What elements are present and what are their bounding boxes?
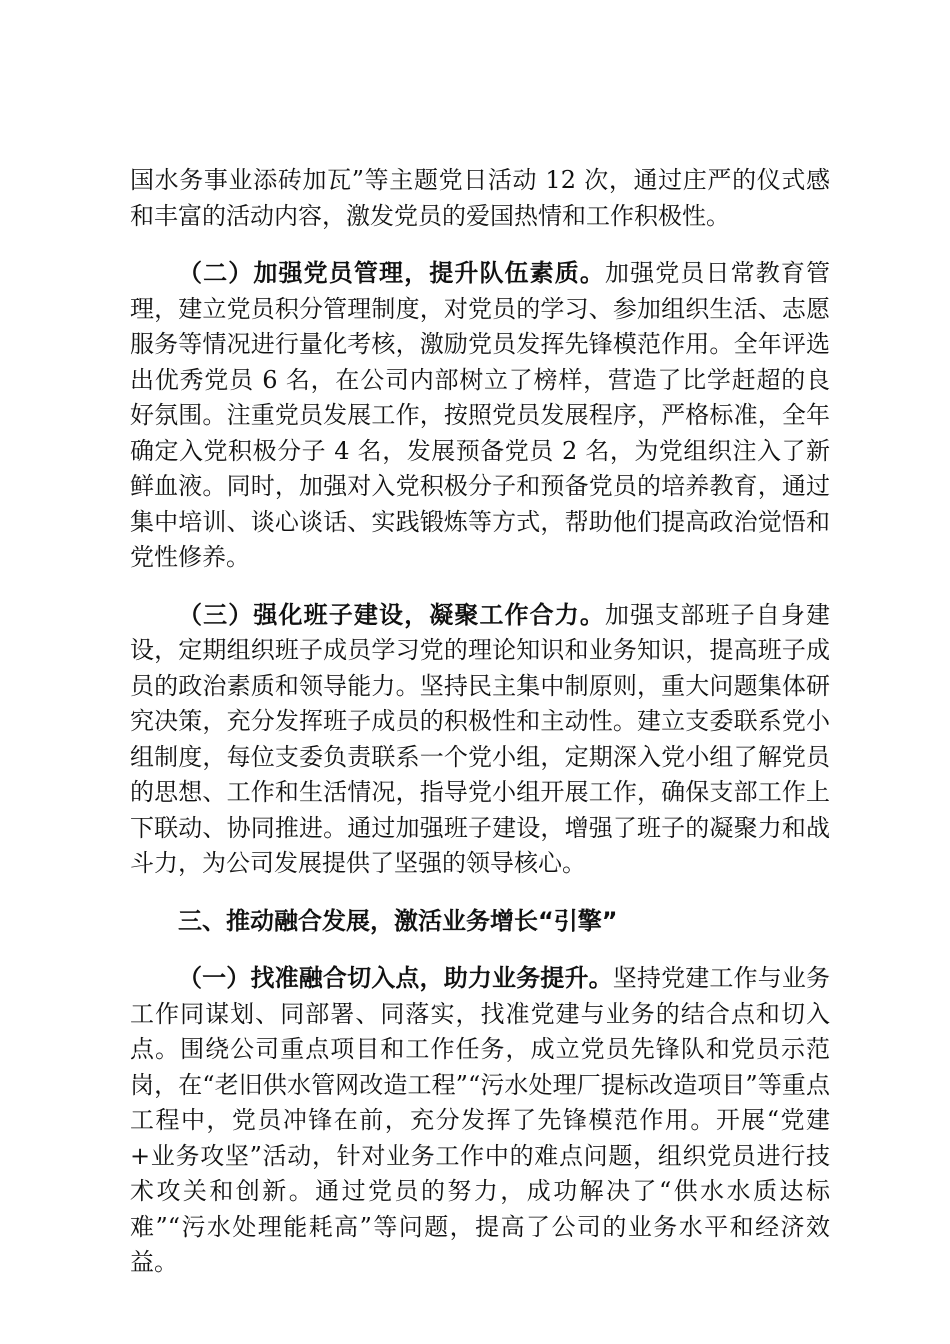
paragraph-party-member-management: [130, 256, 830, 576]
paragraph-lead: （一）找准融合切入点，助力业务提升。: [178, 964, 613, 992]
paragraph-integration-entry-point: [130, 961, 830, 1281]
paragraph-text: 国水务事业添砖加瓦”等主题党日活动 12 次，通过庄严的仪式感和丰富的活动内容，激发党员的爱国热情和工作积极性。: [130, 166, 830, 230]
document-body: [130, 163, 830, 1303]
paragraph-lead: （三）强化班子建设，凝聚工作合力。: [178, 600, 606, 629]
paragraph-team-building: [130, 598, 830, 882]
paragraph-text: 加强党员日常教育管理，建立党员积分管理制度，对党员的学习、参加组织生活、志愿服务等情况进行量化考核，激励党员发挥先锋模范作用。全年评选出优秀党员 6 名，在公司内部树立了榜样，营造了比学赶超的良好氛围。注重党员发展工作，按照党员发展程序，严格标准，全年确定入党积极分子 4 名，发展预备党员 2 名，为党组织注入了新鲜血液。同时，加强对入党积极分子和预备党员的培养教育，通过集中培训、谈心谈话、实践锻炼等方式，帮助他们提高政治觉悟和党性修养。: [130, 259, 831, 571]
paragraph-continuation: [130, 163, 830, 234]
section-heading: 三、推动融合发展，激活业务增长“引擎”: [178, 906, 618, 935]
paragraph-text: 加强支部班子自身建设，定期组织班子成员学习党的理论知识和业务知识，提高班子成员的政治素质和领导能力。坚持民主集中制原则，重大问题集体研究决策，充分发挥班子成员的积极性和主动性。建立支委联系党小组制度，每位支委负责联系一个党小组，定期深入党小组了解党员的思想、工作和生活情况，指导党小组开展工作，确保支部工作上下联动、协同推进。通过加强班子建设，增强了班子的凝聚力和战斗力，为公司发展提供了坚强的领导核心。: [130, 600, 831, 877]
paragraph-text: 坚持党建工作与业务工作同谋划、同部署、同落实，找准党建与业务的结合点和切入点。围绕公司重点项目和工作任务，成立党员先锋队和党员示范岗，在“老旧供水管网改造工程”“污水处理厂提标改造项目”等重点工程中，党员冲锋在前，充分发挥了先锋模范作用。开展“党建+业务攻坚”活动，针对业务工作中的难点问题，组织党员进行技术攻关和创新。通过党员的努力，成功解决了“供水水质达标难”“污水处理能耗高”等问题，提高了公司的业务水平和经济效益。: [130, 964, 831, 1276]
paragraph-lead: （二）加强党员管理，提升队伍素质。: [178, 259, 606, 287]
